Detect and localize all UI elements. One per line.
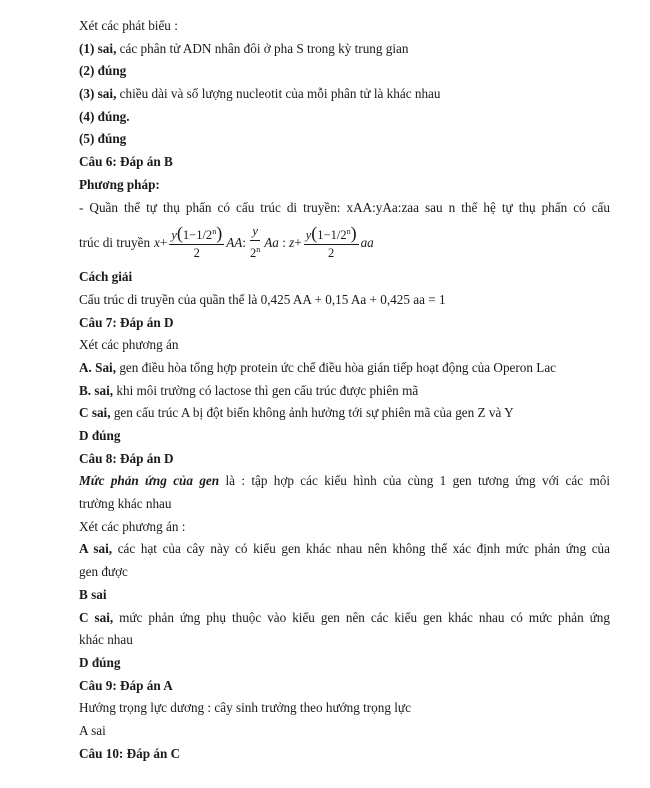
- text-line: Hướng trọng lực dương : cây sinh trưởng theo hướng trọng lực: [79, 700, 411, 716]
- text-line: Xét các phát biểu :: [79, 18, 178, 33]
- fraction: $\frac{y(1-1/2^n)}{2}$: [171, 223, 223, 261]
- section-heading: Cách giải: [79, 269, 133, 285]
- genetic-structure-formula: x + $\frac{y(1-1/2^n)}{2}$ AA : $\frac{y}{2^n}$ Aa : z + $\frac{y(1-1/2^n)}{2}$ aa: [154, 223, 374, 261]
- text-line: - Quần thể tự thụ phấn có cấu trúc di truyền: xAA:yAa:zaa sau n thế hệ tự thụ phấn có cấu: [79, 199, 610, 215]
- fraction: $\frac{y}{2^n}$: [249, 224, 261, 261]
- text-line: (3) sai, chiều dài và số lượng nucleotit của mỗi phân tử là khác nhau: [79, 86, 441, 102]
- text-line: (2) đúng: [79, 63, 127, 79]
- question-heading: Câu 6: Đáp án B: [79, 154, 173, 170]
- text-line: (5) đúng: [79, 131, 127, 147]
- text-line: gen được: [79, 564, 128, 580]
- text-line: A sai: [79, 722, 106, 738]
- text-line: Xét các phương án :: [79, 518, 186, 534]
- question-heading: Câu 9: Đáp án A: [79, 677, 173, 693]
- text-line: trường khác nhau: [79, 496, 172, 512]
- text-line: D đúng: [79, 654, 121, 670]
- text-line: (1) sai, các phân tử ADN nhân đôi ở pha S trong kỳ trung gian: [79, 40, 409, 56]
- text-line: C sai, gen cấu trúc A bị đột biến không ảnh hưởng tới sự phiên mã của gen Z và Y: [79, 405, 514, 421]
- text-line: B. sai, khi môi trường có lactose thì gen cấu trúc được phiên mã: [79, 382, 419, 398]
- text-line: Xét các phương án: [79, 337, 179, 353]
- text-line: D đúng: [79, 428, 121, 443]
- formula-line: trúc di truyền x + $\frac{y(1-1/2^n)}{2}$ AA : $\frac{y}{2^n}$ Aa : z + $\frac{y(1-1/2^n)}{2}$ aa: [79, 223, 374, 261]
- text-line: khác nhau: [79, 632, 133, 648]
- text-line: B sai: [79, 586, 107, 602]
- text-line: A. Sai, gen điều hòa tổng hợp protein ức chế điều hòa gián tiếp hoạt động của Operon Lac: [79, 359, 557, 375]
- text-line: C sai, mức phản ứng phụ thuộc vào kiểu gen nên các kiểu gen khác nhau có mức phản ứng: [79, 609, 610, 625]
- text-line: Mức phản ứng của gen là : tập hợp các kiểu hình của cùng 1 gen tương ứng với các môi: [79, 473, 610, 489]
- question-heading: Câu 10: Đáp án C: [79, 745, 181, 761]
- question-heading: Câu 7: Đáp án D: [79, 314, 174, 330]
- text-line: A sai, các hạt của cây này có kiểu gen khác nhau nên không thể xác định mức phản ứng của: [79, 541, 610, 557]
- section-heading: Phương pháp:: [79, 176, 160, 192]
- text-line: Cấu trúc di truyền của quần thể là 0,425 AA + 0,15 Aa + 0,425 aa = 1: [79, 291, 446, 307]
- question-heading: Câu 8: Đáp án D: [79, 450, 174, 466]
- fraction: $\frac{y(1-1/2^n)}{2}$: [305, 223, 357, 261]
- text-line: (4) đúng.: [79, 108, 130, 124]
